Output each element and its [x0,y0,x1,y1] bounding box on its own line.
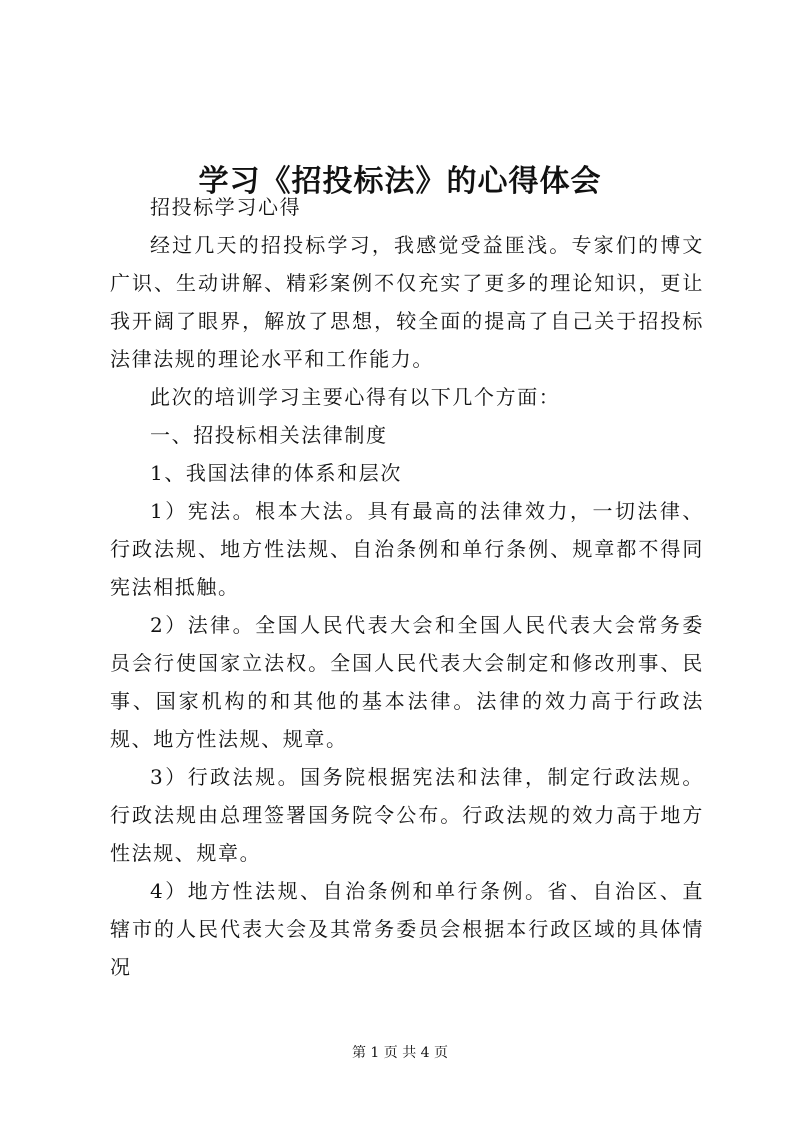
paragraph-law: 2）法律。全国人民代表大会和全国人民代表大会常务委员会行使国家立法权。全国人民代表大会制定和修改刑事、民事、国家机构的和其他的基本法律。法律的效力高于行政法规、地方性法规、规章。 [110,613,704,751]
paragraph-summary: 此次的培训学习主要心得有以下几个方面： [150,385,561,409]
subsection-heading-1: 1、我国法律的体系和层次 [150,461,402,485]
paragraph-subtitle: 招投标学习心得 [150,195,302,219]
document-body [110,188,704,986]
paragraph-administrative-regulations: 3）行政法规。国务院根据宪法和法律，制定行政法规。行政法规由总理签署国务院令公布。行政法规的效力高于地方性法规、规章。 [110,765,704,865]
paragraph-constitution: 1）宪法。根本大法。具有最高的法律效力，一切法律、行政法规、地方性法规、自治条例和单行条例、规章都不得同宪法相抵触。 [110,499,704,599]
paragraph-local-regulations: 4）地方性法规、自治条例和单行条例。省、自治区、直辖市的人民代表大会及其常务委员会根据本行政区域的具体情况 [110,879,704,979]
section-heading-1: 一、招投标相关法律制度 [150,423,388,447]
page-footer: 第 1 页 共 4 页 [351,1045,449,1061]
document-title: 学习《招投标法》的心得体会 [198,164,602,200]
paragraph-intro: 经过几天的招投标学习，我感觉受益匪浅。专家们的博文广识、生动讲解、精彩案例不仅充实了更多的理论知识，更让我开阔了眼界，解放了思想，较全面的提高了自己关于招投标法律法规的理论水平和工作能力。 [110,233,704,371]
